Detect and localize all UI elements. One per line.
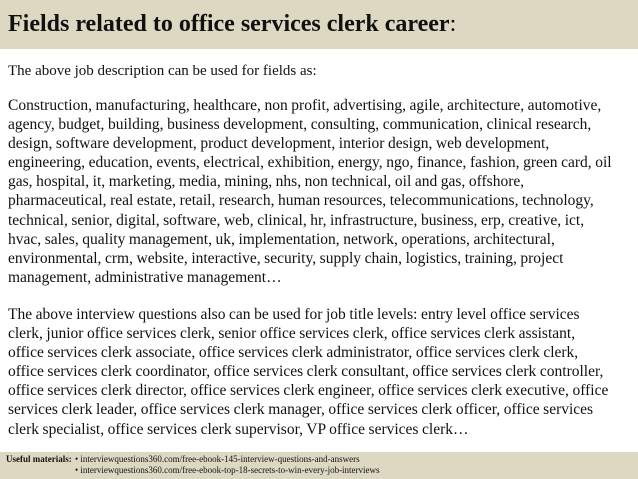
levels-line: The above interview questions also can be used for job title levels: entry level office services: [8, 306, 580, 323]
fields-line: design, software development, product development, interior design, web development,: [8, 135, 550, 153]
fields-line: Construction, manufacturing, healthcare, non profit, advertising, agile, architecture, automotive,: [8, 97, 602, 114]
levels-line: services clerk leader, office services clerk manager, office services clerk officer, office services: [8, 401, 594, 419]
fields-line: agency, budget, building, business development, consulting, communication, clinical research,: [8, 116, 592, 134]
footer-bar: [0, 452, 638, 479]
useful-materials-label: Useful materials:: [6, 454, 72, 464]
levels-line: office services clerk associate, office services clerk administrator, office services clerk clerk,: [8, 344, 579, 362]
fields-line: hvac, sales, quality management, uk, implementation, network, operations, architectural,: [8, 230, 555, 248]
levels-line: office services clerk coordinator, office services clerk consultant, office services clerk controller,: [8, 363, 604, 381]
page-title-colon: :: [449, 11, 457, 37]
fields-line: gas, hospital, it, marketing, media, mining, nhs, non technical, oil and gas, offshore,: [8, 173, 525, 191]
footer-link-ebook-145-questions[interactable]: • interviewquestions360.com/free-ebook-145-interview-questions-and-answers: [75, 454, 360, 464]
page-title: Fields related to office services clerk career: [8, 11, 450, 37]
footer-links: [75, 454, 380, 476]
fields-line: engineering, education, events, electrical, exhibition, energy, ngo, finance, fashion, green card, oil: [8, 154, 612, 172]
title-bar: [0, 0, 638, 49]
levels-line: clerk, junior office services clerk, senior office services clerk, office services clerk assistant,: [8, 325, 576, 343]
fields-line: technical, senior, digital, software, web, clinical, hr, infrastructure, business, erp, creative, ict,: [8, 211, 585, 229]
fields-line: management, administrative management…: [8, 268, 282, 286]
intro-text: The above job description can be used for fields as:: [8, 63, 317, 79]
fields-line: pharmaceutical, real estate, retail, research, human resources, telecommunications, technology,: [8, 192, 594, 210]
footer-link-ebook-18-secrets[interactable]: • interviewquestions360.com/free-ebook-top-18-secrets-to-win-every-job-interviews: [75, 465, 380, 475]
fields-paragraph: [8, 96, 634, 287]
fields-line: environmental, crm, website, interactive, security, supply chain, logistics, training, project: [8, 249, 564, 267]
job-levels-paragraph: [8, 305, 634, 439]
levels-line: clerk specialist, office services clerk supervisor, VP office services clerk…: [8, 420, 469, 438]
levels-line: office services clerk director, office services clerk engineer, office services clerk executive, office: [8, 382, 609, 400]
